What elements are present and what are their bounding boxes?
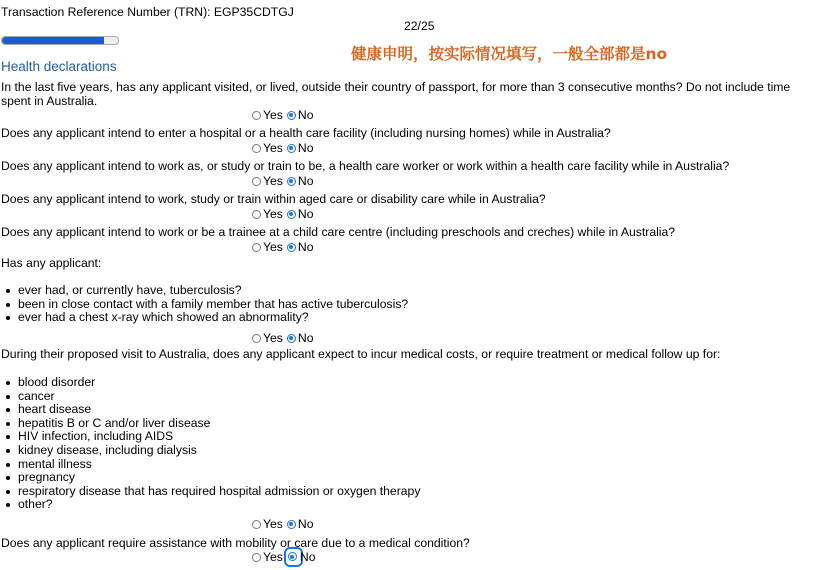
radio-no-label: No bbox=[297, 108, 314, 122]
radio-yes[interactable] bbox=[252, 177, 261, 186]
list-item: mental illness bbox=[18, 458, 420, 472]
radio-yes[interactable] bbox=[252, 111, 261, 120]
list-item: other? bbox=[18, 498, 420, 512]
question-1-yes[interactable] bbox=[252, 108, 283, 122]
page-counter: 22/25 bbox=[404, 19, 435, 33]
question-4-no[interactable] bbox=[287, 207, 314, 221]
question-text: Does any applicant intend to work, study or train within aged care or disability care while in Australia? bbox=[1, 192, 546, 206]
question-3-options bbox=[252, 174, 313, 188]
radio-no[interactable] bbox=[287, 177, 296, 186]
question-2 bbox=[1, 127, 819, 141]
list-item: heart disease bbox=[18, 403, 420, 417]
question-1-no[interactable] bbox=[287, 108, 314, 122]
question-7-options bbox=[252, 517, 313, 531]
trn-label: Transaction Reference Number (TRN): EGP35CDTGJ bbox=[1, 5, 294, 19]
question-6 bbox=[1, 257, 819, 271]
radio-yes[interactable] bbox=[252, 210, 261, 219]
question-2-options bbox=[252, 141, 313, 155]
question-text: During their proposed visit to Australia, does any applicant expect to incur medical costs, or require treatment or medical follow up for: bbox=[1, 347, 721, 361]
list-item: ever had a chest x-ray which showed an abnormality? bbox=[18, 311, 408, 325]
radio-yes[interactable] bbox=[252, 144, 261, 153]
radio-no-label: No bbox=[297, 207, 314, 221]
question-3 bbox=[1, 160, 819, 174]
radio-yes-label: Yes bbox=[263, 174, 283, 188]
question-4-options bbox=[252, 207, 313, 221]
annotation-note: 健康申明，按实际情况填写，一般全部都是no bbox=[351, 45, 668, 63]
radio-yes-label: Yes bbox=[263, 141, 283, 155]
radio-no[interactable] bbox=[287, 210, 296, 219]
question-7-yes[interactable] bbox=[252, 517, 283, 531]
radio-yes-label: Yes bbox=[263, 517, 283, 531]
question-7-list bbox=[0, 376, 420, 512]
list-item: pregnancy bbox=[18, 471, 420, 485]
question-8-yes[interactable] bbox=[252, 550, 283, 564]
radio-yes-label: Yes bbox=[263, 108, 283, 122]
question-7 bbox=[1, 348, 819, 362]
progress-bar-fill bbox=[2, 37, 104, 44]
question-8-options bbox=[252, 550, 315, 564]
question-text: Does any applicant intend to work as, or study or train to be, a health care worker or work within a health care facility while in Australia? bbox=[1, 159, 730, 173]
radio-no-label: No bbox=[297, 517, 314, 531]
radio-yes-label: Yes bbox=[263, 331, 283, 345]
question-5-no[interactable] bbox=[287, 240, 314, 254]
question-1 bbox=[1, 81, 819, 108]
question-3-no[interactable] bbox=[287, 174, 314, 188]
list-item: cancer bbox=[18, 390, 420, 404]
list-item: HIV infection, including AIDS bbox=[18, 430, 420, 444]
question-8 bbox=[1, 537, 819, 551]
section-title: Health declarations bbox=[1, 59, 117, 74]
radio-no[interactable] bbox=[287, 334, 296, 343]
radio-no[interactable] bbox=[288, 552, 297, 561]
question-6-list bbox=[0, 284, 408, 325]
radio-no-label: No bbox=[297, 240, 314, 254]
radio-no[interactable] bbox=[287, 520, 296, 529]
question-text: Has any applicant: bbox=[1, 256, 102, 270]
list-item: ever had, or currently have, tuberculosis? bbox=[18, 284, 408, 298]
radio-no-label: No bbox=[299, 550, 316, 564]
list-item: kidney disease, including dialysis bbox=[18, 444, 420, 458]
progress-bar bbox=[1, 36, 119, 45]
question-text: Does any applicant intend to work or be a trainee at a child care centre (including preschools and creches) while in Australia? bbox=[1, 225, 676, 239]
radio-yes[interactable] bbox=[252, 334, 261, 343]
question-6-no[interactable] bbox=[287, 331, 314, 345]
list-item: been in close contact with a family member that has active tuberculosis? bbox=[18, 296, 409, 311]
radio-yes-label: Yes bbox=[263, 550, 283, 564]
radio-no[interactable] bbox=[287, 144, 296, 153]
radio-no[interactable] bbox=[287, 111, 296, 120]
question-4 bbox=[1, 193, 819, 207]
question-6-options bbox=[252, 331, 313, 345]
list-item: blood disorder bbox=[18, 376, 420, 390]
question-4-yes[interactable] bbox=[252, 207, 283, 221]
question-8-no[interactable] bbox=[287, 550, 316, 564]
question-5 bbox=[1, 226, 819, 240]
radio-yes-label: Yes bbox=[263, 207, 283, 221]
question-text: Does any applicant intend to enter a hospital or a health care facility (including nursing homes) while in Australia? bbox=[1, 126, 611, 140]
radio-no-label: No bbox=[297, 331, 314, 345]
radio-yes[interactable] bbox=[252, 553, 261, 562]
question-5-options bbox=[252, 240, 313, 254]
radio-no[interactable] bbox=[287, 243, 296, 252]
question-text: In the last five years, has any applicant visited, or lived, outside their country of passport, for more than 3 consecutive months? Do not include time spent in Australia. bbox=[1, 80, 791, 108]
question-2-no[interactable] bbox=[287, 141, 314, 155]
question-3-yes[interactable] bbox=[252, 174, 283, 188]
question-7-no[interactable] bbox=[287, 517, 314, 531]
question-text: Does any applicant require assistance with mobility or care due to a medical condition? bbox=[1, 536, 470, 550]
question-5-yes[interactable] bbox=[252, 240, 283, 254]
question-6-yes[interactable] bbox=[252, 331, 283, 345]
radio-yes[interactable] bbox=[252, 243, 261, 252]
question-2-yes[interactable] bbox=[252, 141, 283, 155]
list-item: hepatitis B or C and/or liver disease bbox=[18, 417, 420, 431]
list-item: respiratory disease that has required hospital admission or oxygen therapy bbox=[18, 483, 421, 498]
radio-no-label: No bbox=[297, 174, 314, 188]
question-1-options bbox=[252, 108, 313, 122]
radio-no-label: No bbox=[297, 141, 314, 155]
radio-yes-label: Yes bbox=[263, 240, 283, 254]
focus-indicator bbox=[287, 550, 300, 564]
radio-yes[interactable] bbox=[252, 520, 261, 529]
